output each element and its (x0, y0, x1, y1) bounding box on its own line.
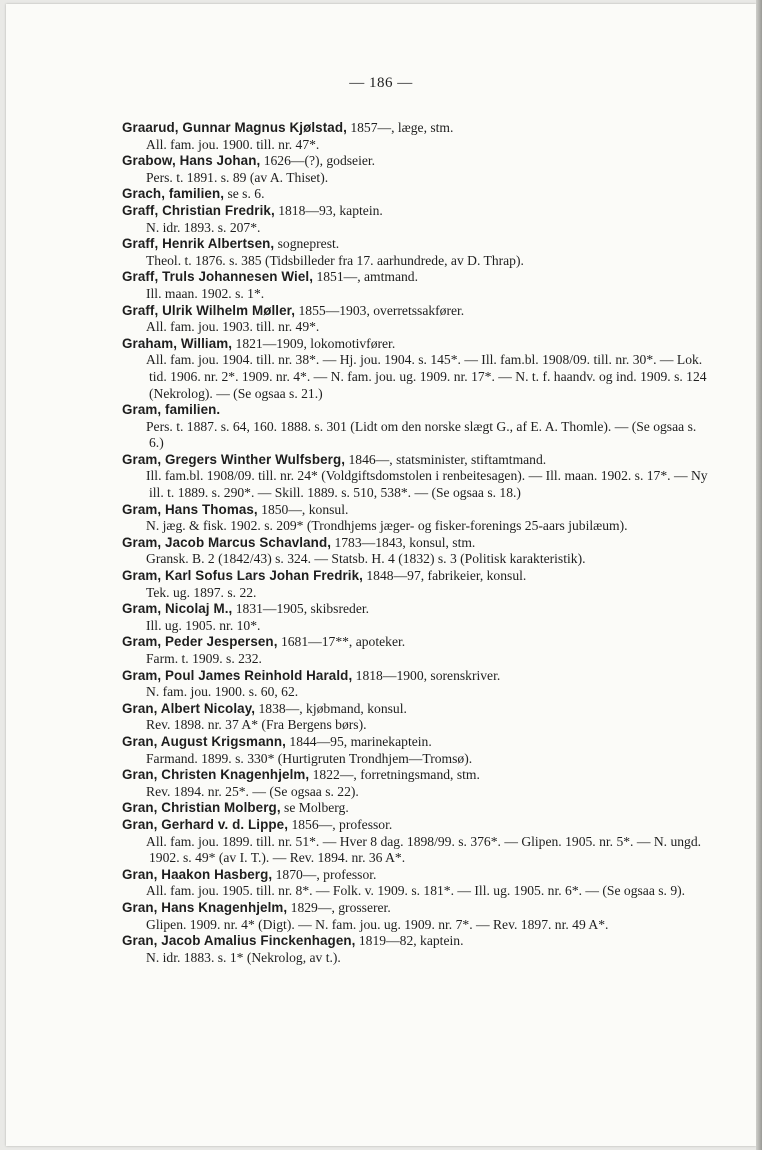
index-entry (122, 336, 712, 402)
entry-heading (122, 269, 712, 286)
entry-name: Gram, Hans Thomas, (122, 501, 258, 517)
index-entry (122, 817, 712, 867)
entry-reference: All. fam. jou. 1905. till. nr. 8*. — Folk. v. 1909. s. 181*. — Ill. ug. 1905. nr. 6*. — (Se ogsaa s. 9). (146, 883, 686, 899)
index-entry (122, 601, 712, 634)
entry-heading (122, 535, 712, 552)
entry-reference: Glipen. 1909. nr. 4* (Digt). — N. fam. jou. ug. 1909. nr. 7*. — Rev. 1897. nr. 49 A*. (146, 916, 609, 932)
entry-description: 1838—, kjøbmand, konsul. (255, 700, 407, 716)
entry-name: Gram, Nicolaj M., (122, 601, 233, 617)
entry-heading (122, 601, 712, 618)
entry-name: Gran, Hans Knagenhjelm, (122, 899, 288, 915)
entry-reference: Theol. t. 1876. s. 385 (Tidsbilleder fra 17. aarhundrede, av D. Thrap). (146, 252, 524, 268)
entry-description: 1851—, amtmand. (313, 269, 419, 285)
entry-reference: All. fam. jou. 1904. till. nr. 38*. — Hj. jou. 1904. s. 145*. — Ill. fam.bl. 1908/09. till. nr. 30*. — Lok. tid. 1906. nr. 2*. 1909. nr. 4*. — N. fam. jou. ug. 1909. nr. 17*. — N. t. f. haandv. og ind. 1909. s. 124 (Nekrolog). — (Se ogsaa s. 21.) (146, 352, 707, 401)
entry-description: 1855—1903, overretssakfører. (295, 302, 465, 318)
index-entry (122, 236, 712, 269)
entry-heading (122, 668, 712, 685)
index-entry (122, 535, 712, 568)
entry-heading (122, 452, 712, 469)
entry-name: Gram, Peder Jespersen, (122, 634, 278, 650)
entry-reference: N. fam. jou. 1900. s. 60, 62. (146, 684, 299, 700)
entry-reference: Rev. 1894. nr. 25*. — (Se ogsaa s. 22). (146, 783, 359, 799)
entry-name: Gram, Karl Sofus Lars Johan Fredrik, (122, 568, 363, 584)
entry-name: Graarud, Gunnar Magnus Kjølstad, (122, 120, 347, 135)
entry-description: 1848—97, fabrikeier, konsul. (362, 568, 527, 584)
entry-name: Gram, Jacob Marcus Schavland, (122, 534, 332, 550)
entry-list (122, 120, 712, 966)
entry-description: 1818—1900, sorenskriver. (352, 667, 501, 683)
entry-name: Graff, Ulrik Wilhelm Møller, (122, 302, 296, 318)
entry-heading (122, 203, 712, 220)
entry-description: se s. 6. (224, 186, 265, 202)
index-entry (122, 933, 712, 966)
index-entry (122, 900, 712, 933)
entry-reference: Tek. ug. 1897. s. 22. (146, 584, 257, 600)
entry-heading (122, 568, 712, 585)
entry-description: 1821—1909, lokomotivfører. (232, 335, 396, 351)
index-entry (122, 800, 712, 817)
entry-name: Gran, August Krigsmann, (122, 733, 286, 749)
entry-name: Graff, Henrik Albertsen, (122, 236, 275, 252)
index-entry (122, 402, 712, 452)
entry-reference: Ill. ug. 1905. nr. 10*. (146, 617, 261, 633)
entry-heading (122, 186, 712, 203)
page-number: — 186 — (349, 75, 413, 91)
entry-name: Gram, familien. (122, 402, 221, 418)
index-entry (122, 502, 712, 535)
entry-reference: N. idr. 1883. s. 1* (Nekrolog, av t.). (146, 949, 341, 965)
index-entry (122, 568, 712, 601)
entry-heading (122, 767, 712, 784)
entry-heading (122, 120, 712, 137)
entry-reference: Rev. 1898. nr. 37 A* (Fra Bergens børs). (146, 717, 367, 733)
index-entry (122, 668, 712, 701)
entry-reference: Pers. t. 1891. s. 89 (av A. Thiset). (146, 169, 329, 185)
index-entry (122, 767, 712, 800)
entry-name: Gran, Jacob Amalius Finckenhagen, (122, 933, 356, 949)
index-entry (122, 634, 712, 667)
entry-name: Gram, Poul James Reinhold Harald, (122, 667, 353, 683)
entry-description: 1626—(?), godseier. (260, 153, 376, 169)
entry-reference: All. fam. jou. 1900. till. nr. 47*. (146, 136, 320, 152)
entry-description: 1857—, læge, stm. (346, 120, 454, 135)
entry-heading (122, 153, 712, 170)
entry-description: 1844—95, marinekaptein. (286, 733, 432, 749)
entry-heading (122, 867, 712, 884)
entry-reference: Ill. fam.bl. 1908/09. till. nr. 24* (Voldgiftsdomstolen i renbeitesagen). — Ill. maan. 1902. s. 17*. — Ny ill. t. 1889. s. 290*. — Skill. 1889. s. 510, 538*. — (Se ogsaa s. 18.) (146, 468, 708, 501)
entry-reference: All. fam. jou. 1903. till. nr. 49*. (146, 319, 320, 335)
entry-reference: N. jæg. & fisk. 1902. s. 209* (Trondhjems jæger- og fisker-forenings 25-aars jubilæum). (146, 518, 628, 534)
entry-reference: All. fam. jou. 1899. till. nr. 51*. — Hver 8 dag. 1898/99. s. 376*. — Glipen. 1905. nr. 5*. — N. ungd. 1902. s. 49* (av I. T.). — Rev. 1894. nr. 36 A*. (146, 833, 702, 866)
entry-description: 1856—, professor. (288, 816, 393, 832)
entry-reference: Gransk. B. 2 (1842/43) s. 324. — Statsb. H. 4 (1832) s. 3 (Politisk karakteristik). (146, 551, 586, 567)
entry-description: 1870—, professor. (272, 866, 377, 882)
entry-heading (122, 634, 712, 651)
entry-reference: Ill. maan. 1902. s. 1*. (146, 285, 265, 301)
entry-description: 1819—82, kaptein. (355, 933, 464, 949)
index-entry (122, 867, 712, 900)
entry-name: Gran, Albert Nicolay, (122, 700, 256, 716)
entry-description: 1846—, statsminister, stiftamtmand. (345, 451, 547, 467)
entry-reference: Farmand. 1899. s. 330* (Hurtigruten Trondhjem—Tromsø). (146, 750, 473, 766)
entry-heading (122, 336, 712, 353)
entry-description: 1850—, konsul. (257, 501, 349, 517)
entry-description: 1822—, forretningsmand, stm. (309, 767, 480, 783)
entry-name: Gran, Christen Knagenhjelm, (122, 767, 310, 783)
entry-heading (122, 236, 712, 253)
entry-heading (122, 817, 712, 834)
index-entry (122, 186, 712, 203)
index-entry (122, 269, 712, 302)
entry-heading (122, 402, 712, 419)
index-entry (122, 120, 712, 153)
entry-heading (122, 734, 712, 751)
entry-reference: Pers. t. 1887. s. 64, 160. 1888. s. 301 (Lidt om den norske slægt G., af E. A. Thomle). — (Se ogsaa s. 6.) (146, 418, 697, 451)
entry-heading (122, 800, 712, 817)
entry-name: Graham, William, (122, 335, 233, 351)
entry-description: 1829—, grosserer. (287, 899, 391, 915)
entry-description: sogneprest. (274, 236, 340, 252)
entry-heading (122, 933, 712, 950)
index-entry (122, 153, 712, 186)
entry-description: 1783—1843, konsul, stm. (331, 534, 476, 550)
index-entry (122, 734, 712, 767)
index-entry (122, 303, 712, 336)
index-entry (122, 701, 712, 734)
entry-heading (122, 900, 712, 917)
index-entry (122, 452, 712, 502)
entry-reference: N. idr. 1893. s. 207*. (146, 219, 261, 235)
entry-heading (122, 502, 712, 519)
entry-name: Grach, familien, (122, 186, 225, 202)
entry-name: Gran, Haakon Hasberg, (122, 866, 273, 882)
entry-name: Gran, Christian Molberg, (122, 800, 281, 816)
entry-heading (122, 303, 712, 320)
page-edge-shadow (756, 0, 762, 1150)
entry-heading (122, 701, 712, 718)
entry-name: Graff, Truls Johannesen Wiel, (122, 269, 314, 285)
entry-name: Gram, Gregers Winther Wulfsberg, (122, 451, 346, 467)
entry-name: Grabow, Hans Johan, (122, 153, 261, 169)
entry-description: 1818—93, kaptein. (274, 202, 383, 218)
index-entry (122, 203, 712, 236)
entry-description: se Molberg. (280, 800, 349, 816)
entry-description: 1681—17**, apoteker. (277, 634, 406, 650)
entry-reference: Farm. t. 1909. s. 232. (146, 651, 262, 666)
entry-description: 1831—1905, skibsreder. (232, 601, 370, 617)
entry-name: Gran, Gerhard v. d. Lippe, (122, 816, 289, 832)
entry-name: Graff, Christian Fredrik, (122, 202, 275, 218)
